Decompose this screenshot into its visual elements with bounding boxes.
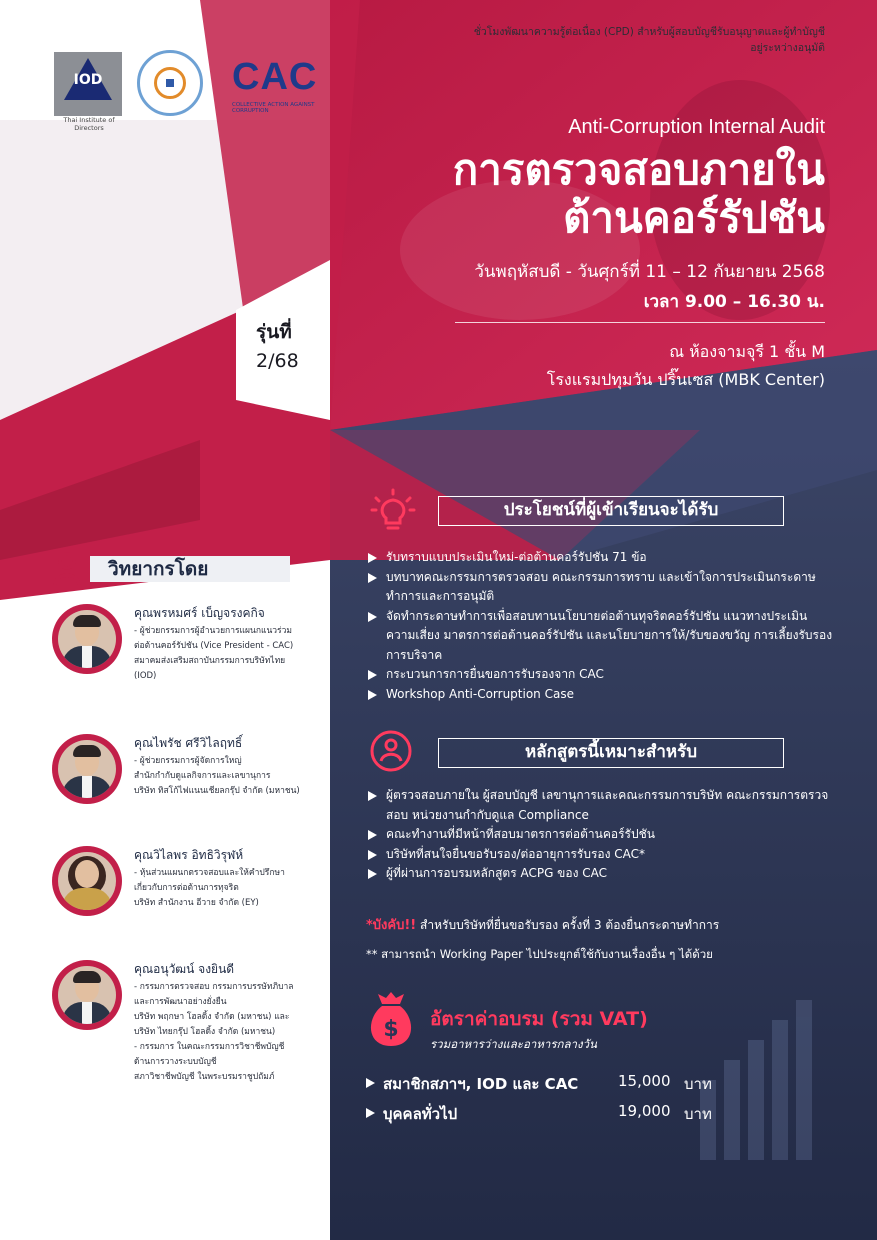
venue-hotel: โรงแรมปทุมวัน ปริ๊นเซส (MBK Center) — [546, 370, 825, 389]
thai-title-line2: ต้านคอร์รัปชัน — [563, 193, 825, 242]
speaker-2-name: คุณไพรัช ศรีวิไลฤทธิ์ — [134, 736, 243, 750]
cpd-note-line2: อยู่ระหว่างอนุมัติ — [750, 42, 825, 54]
audience-title-box — [438, 738, 784, 768]
cac-logo — [232, 56, 342, 116]
list-item: Workshop Anti-Corruption Case — [366, 685, 836, 705]
course-time: เวลา 9.00 – 16.30 น. — [643, 292, 825, 312]
speaker-4-line: และการพัฒนาอย่างยั่งยืน — [134, 997, 227, 1007]
target-person-icon — [368, 728, 414, 774]
speaker-2-description — [134, 754, 330, 799]
speaker-3-line: - หุ้นส่วนแผนกตรวจสอบและให้คำปรึกษา — [134, 868, 285, 878]
fee-title: อัตราค่าอบรม (รวม VAT) — [430, 1008, 648, 1030]
speaker-3-line: บริษัท สำนักงาน อีวาย จำกัด (EY) — [134, 898, 259, 908]
list-item: บริษัทที่สนใจยื่นขอรับรอง/ต่ออายุการรับรอง CAC* — [366, 845, 836, 865]
speaker-4-name: คุณอนุวัฒน์ จงยินดี — [134, 962, 235, 976]
mandatory-text: สำหรับบริษัทที่ยื่นขอรับรอง ครั้งที่ 3 ต้องยื่นกระดาษทำการ — [416, 918, 720, 932]
speaker-4-line: - กรรมการ ในคณะกรรมการวิชาชีพบัญชี — [134, 1042, 285, 1052]
working-paper-note: ** สามารถนำ Working Paper ไปประยุกต์ใช้กับงานเรื่องอื่น ๆ ได้ด้วย — [366, 947, 713, 961]
speaker-4-line: ด้านการวางระบบบัญชี — [134, 1057, 217, 1067]
batch-number: 2/68 — [256, 350, 299, 372]
fee-label: สมาชิกสภาฯ, IOD และ CAC — [383, 1075, 579, 1093]
course-date: วันพฤหัสบดี - วันศุกร์ที่ 11 – 12 กันยายน 2568 — [474, 262, 825, 282]
speaker-4-description — [134, 980, 330, 1085]
association-seal-logo — [137, 50, 203, 116]
header-divider — [455, 322, 825, 323]
thai-title-line1: การตรวจสอบภายใน — [452, 145, 825, 194]
speaker-4-line: บริษัท ไทยกรุ๊ป โฮลดิ้ง จำกัด (มหาชน) — [134, 1027, 276, 1037]
speaker-person-icon — [52, 552, 82, 586]
english-title: Anti-Corruption Internal Audit — [568, 116, 825, 138]
speaker-4-line: - กรรมการตรวจสอบ กรรมการบรรษัทภิบาล — [134, 982, 294, 992]
list-item: รับทราบแบบประเมินใหม่-ต่อต้านคอร์รัปชัน 71 ข้อ — [366, 548, 836, 568]
fee-subtitle: รวมอาหารว่างและอาหารกลางวัน — [430, 1037, 597, 1051]
speaker-1-line: (IOD) — [134, 671, 157, 681]
lightbulb-icon — [370, 488, 416, 534]
mandatory-label: *บังคับ!! — [366, 918, 417, 933]
speakers-title: วิทยากรโดย — [108, 558, 209, 580]
iod-logo-caption: Thai Institute of Directors — [63, 116, 115, 132]
cac-logo-caption: COLLECTIVE ACTION AGAINST CORRUPTION — [232, 102, 315, 114]
speaker-1-avatar — [52, 604, 122, 674]
speaker-3-name: คุณวิไลพร อิทธิวิรุฬห์ — [134, 848, 244, 862]
cpd-note-line1: ชั่วโมงพัฒนาความรู้ต่อเนื่อง (CPD) สำหรับผู้สอบบัญชีรับอนุญาตและผู้ทำบัญชี — [473, 26, 825, 38]
fee-label: บุคคลทั่วไป — [383, 1105, 458, 1123]
speaker-4-avatar — [52, 960, 122, 1030]
cpd-note — [405, 24, 825, 56]
list-item: จัดทำกระดาษทำการเพื่อสอบทานนโยบายต่อต้านทุจริตคอร์รัปชัน แนวทางประเมินความเสี่ยง มาตรการต่อต้านคอร์รัปชัน และนโยบายการให้/รับของขวัญ การเลี้ยงรับรอง การบริจาค — [366, 607, 836, 666]
speaker-3-line: เกี่ยวกับการต่อต้านการทุจริต — [134, 883, 239, 893]
speaker-2-line: บริษัท ทิสโก้ไฟแนนเชียลกรุ๊ป จำกัด (มหาชน) — [134, 786, 300, 796]
speaker-3-avatar — [52, 846, 122, 916]
speaker-2-line: - ผู้ช่วยกรรมการผู้จัดการใหญ่ — [134, 756, 242, 766]
batch-label: รุ่นที่ — [256, 321, 292, 343]
fee-unit: บาท — [684, 1075, 712, 1093]
list-item: กระบวนการการยื่นขอการรับรองจาก CAC — [366, 665, 836, 685]
speaker-4-line: สภาวิชาชีพบัญชี ในพระบรมราชูปถัมภ์ — [134, 1072, 275, 1082]
speaker-1-line: - ผู้ช่วยกรรมการผู้อำนวยการแผนกแนวร่วม — [134, 626, 292, 636]
speaker-3-description — [134, 866, 330, 911]
fee-unit: บาท — [684, 1105, 712, 1123]
speaker-1-description — [134, 624, 330, 684]
svg-text:$: $ — [383, 1017, 399, 1042]
speaker-1-line: สมาคมส่งเสริมสถาบันกรรมการบริษัทไทย — [134, 656, 286, 666]
thai-title — [453, 146, 825, 242]
venue-room: ณ ห้องจามจุรี 1 ชั้น M — [669, 342, 825, 361]
speaker-1-line: ต่อต้านคอร์รัปชัน (Vice President - CAC) — [134, 641, 294, 651]
money-bag-icon — [364, 990, 418, 1050]
audience-list — [366, 786, 836, 884]
fee-row-general — [366, 1102, 766, 1126]
benefits-title-box — [438, 496, 784, 526]
fee-row-member — [366, 1072, 766, 1096]
list-item: ผู้ที่ผ่านการอบรมหลักสูตร ACPG ของ CAC — [366, 864, 836, 884]
speaker-2-avatar — [52, 734, 122, 804]
iod-logo — [54, 52, 122, 132]
speaker-4-line: บริษัท พฤกษา โฮลดิ้ง จำกัด (มหาชน) และ — [134, 1012, 290, 1022]
list-item: บทบาทคณะกรรมการตรวจสอบ คณะกรรมการทราบ และเข้าใจการประเมินกระดาษทำการและการอนุมัติ — [366, 568, 836, 607]
list-item: ผู้ตรวจสอบภายใน ผู้สอบบัญชี เลขานุการและคณะกรรมการบริษัท คณะกรรมการตรวจสอบ หน่วยงานกำกับดูแล Compliance — [366, 786, 836, 825]
speaker-1-name: คุณพรหมศร์ เบ็ญจรงคกิจ — [134, 606, 265, 620]
fee-amount: 15,000 — [618, 1072, 671, 1090]
mandatory-note — [366, 914, 719, 935]
fee-amount: 19,000 — [618, 1102, 671, 1120]
benefits-title: ประโยชน์ที่ผู้เข้าเรียนจะได้รับ — [503, 500, 719, 520]
iod-logo-text: IOD — [73, 72, 103, 88]
speaker-2-line: สำนักกำกับดูแลกิจการและเลขานุการ — [134, 771, 271, 781]
benefits-list — [366, 548, 836, 704]
list-item: คณะทำงานที่มีหน้าที่สอบมาตรการต่อต้านคอร์รัปชัน — [366, 825, 836, 845]
cac-logo-text: CAC — [232, 56, 318, 98]
audience-title: หลักสูตรนี้เหมาะสำหรับ — [524, 742, 698, 762]
